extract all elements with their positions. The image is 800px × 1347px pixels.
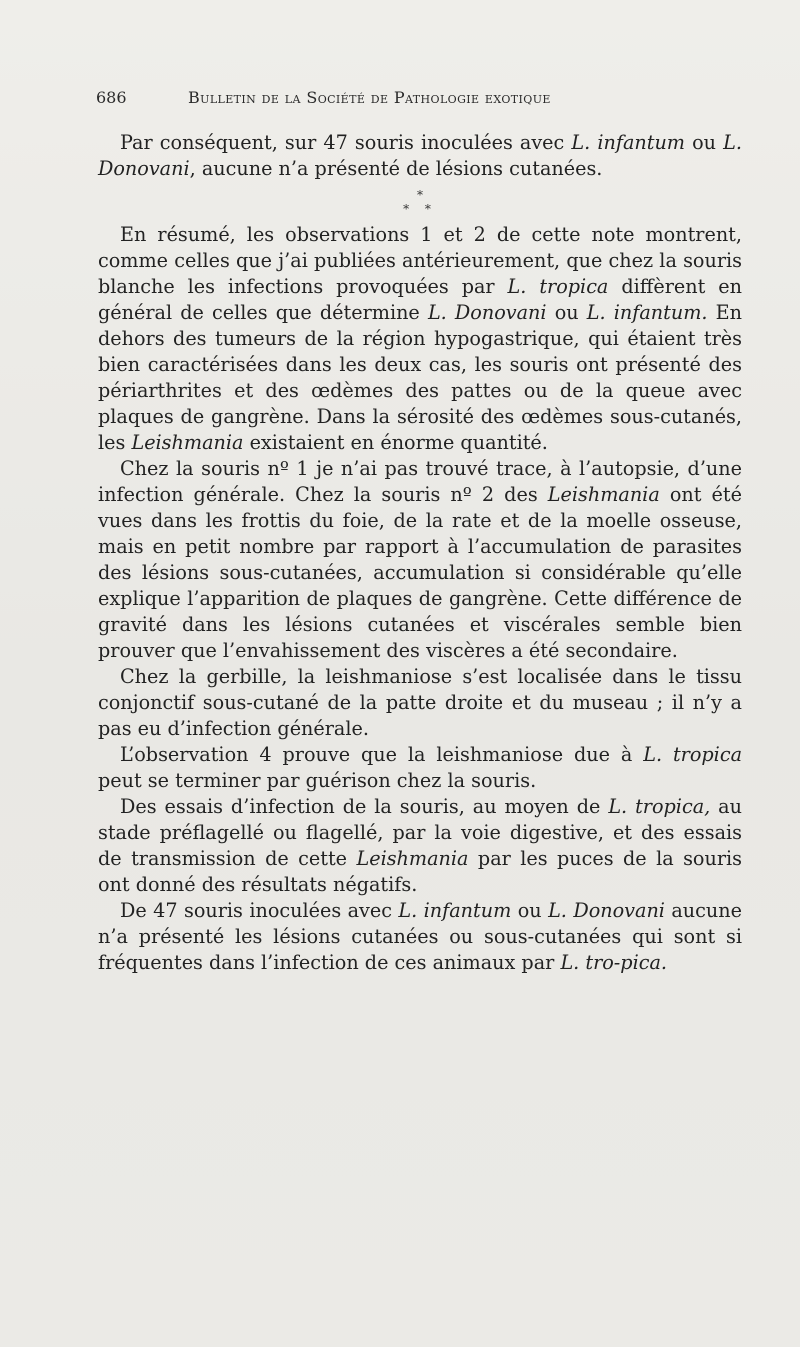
text-run: De 47 souris inoculées avec xyxy=(120,899,399,922)
paragraph-5 xyxy=(98,742,742,794)
text-run: ou xyxy=(685,131,724,154)
running-title: Bulletin de la Société de Pathologie exotique xyxy=(188,88,551,107)
text-run: , aucune n’a présenté de lésions cutanées. xyxy=(189,157,603,180)
text-run: au stade préflagellé ou flagellé, par la voie digestive, et des essais de transmission de cette xyxy=(98,795,742,870)
paragraph-7 xyxy=(98,898,742,976)
paragraph-2 xyxy=(98,222,742,456)
text-run: Chez la gerbille, la leishmaniose s’est localisée dans le tissu conjonctif sous-cutané de la patte droite et du museau ; il n’y a pas eu d’infection générale. xyxy=(98,665,742,740)
text-run: ou xyxy=(546,301,587,324)
page-header xyxy=(96,88,740,112)
text-run: Chez la souris nº 1 je n’ai pas trouvé trace, à l’autopsie, d’une infection générale. Chez la souris nº 2 des xyxy=(98,457,742,506)
italic-run: L. tropica xyxy=(643,743,743,766)
italic-run: L. Donovani xyxy=(427,301,547,324)
paragraph-3 xyxy=(98,456,742,664)
text-run: ou xyxy=(511,899,549,922)
paragraph-6 xyxy=(98,794,742,898)
text-run: diffèrent en général de celles que détermine xyxy=(98,275,742,324)
text-run: L’observation 4 prouve que la leishmaniose due à xyxy=(120,743,644,766)
italic-run: L. infantum xyxy=(571,131,685,154)
text-run: En dehors des tumeurs de la région hypogastrique, qui étaient très bien caractérisées dans les deux cas, les souris ont présenté des périarthrites et des œdèmes des pattes ou de la queue avec plaques de gangrène. Dans la sérosité des œdèmes sous-cutanés, les xyxy=(98,301,743,454)
text-run: Des essais d’infection de la souris, au moyen de xyxy=(120,795,609,818)
text-run: peut se terminer par guérison chez la souris. xyxy=(98,769,537,792)
paragraph-1 xyxy=(98,130,742,182)
text-run: Par conséquent, sur 47 souris inoculées avec xyxy=(120,131,572,154)
italic-run: Leishmania xyxy=(547,483,660,506)
italic-run: L. Donovani xyxy=(548,899,665,922)
text-run: aucune n’a présenté les lésions cutanées ou sous-cutanées qui sont si fréquentes dans l’infection de ces animaux par xyxy=(98,899,742,974)
asterism-top: * xyxy=(417,188,423,202)
italic-run: Leishmania xyxy=(356,847,469,870)
text-run: existaient en énorme quantité. xyxy=(243,431,548,454)
asterism xyxy=(98,188,742,216)
italic-run: L. infantum xyxy=(398,899,512,922)
text-run: par les puces de la souris ont donné des résultats négatifs. xyxy=(98,847,742,896)
asterism-bottom: * * xyxy=(403,202,437,216)
paragraph-4 xyxy=(98,664,742,742)
text-run: En résumé, les observations 1 et 2 de cette note montrent, comme celles que j’ai publiées antérieurement, que chez la souris blanche les infections provoquées par xyxy=(98,223,742,298)
italic-run: L. tropica, xyxy=(608,795,711,818)
text-run: ont été vues dans les frottis du foie, de la rate et de la moelle osseuse, mais en petit nombre par rapport à l’accumulation de parasites des lésions sous-cutanées, accumulation si considérable qu’elle explique l’apparition de plaques de gangrène. Cette différence de gravité dans les lésions cutanées et viscérales semble bien prouver que l’envahissement des viscères a été secondaire. xyxy=(98,483,742,662)
italic-run: L. tropica xyxy=(507,275,609,298)
italic-run: L. tro-pica. xyxy=(560,951,667,974)
italic-run: Leishmania xyxy=(131,431,244,454)
article-body xyxy=(98,130,742,976)
page-number: 686 xyxy=(96,88,127,107)
italic-run: L. infantum. xyxy=(586,301,708,324)
italic-run: L. Donovani xyxy=(98,131,742,180)
